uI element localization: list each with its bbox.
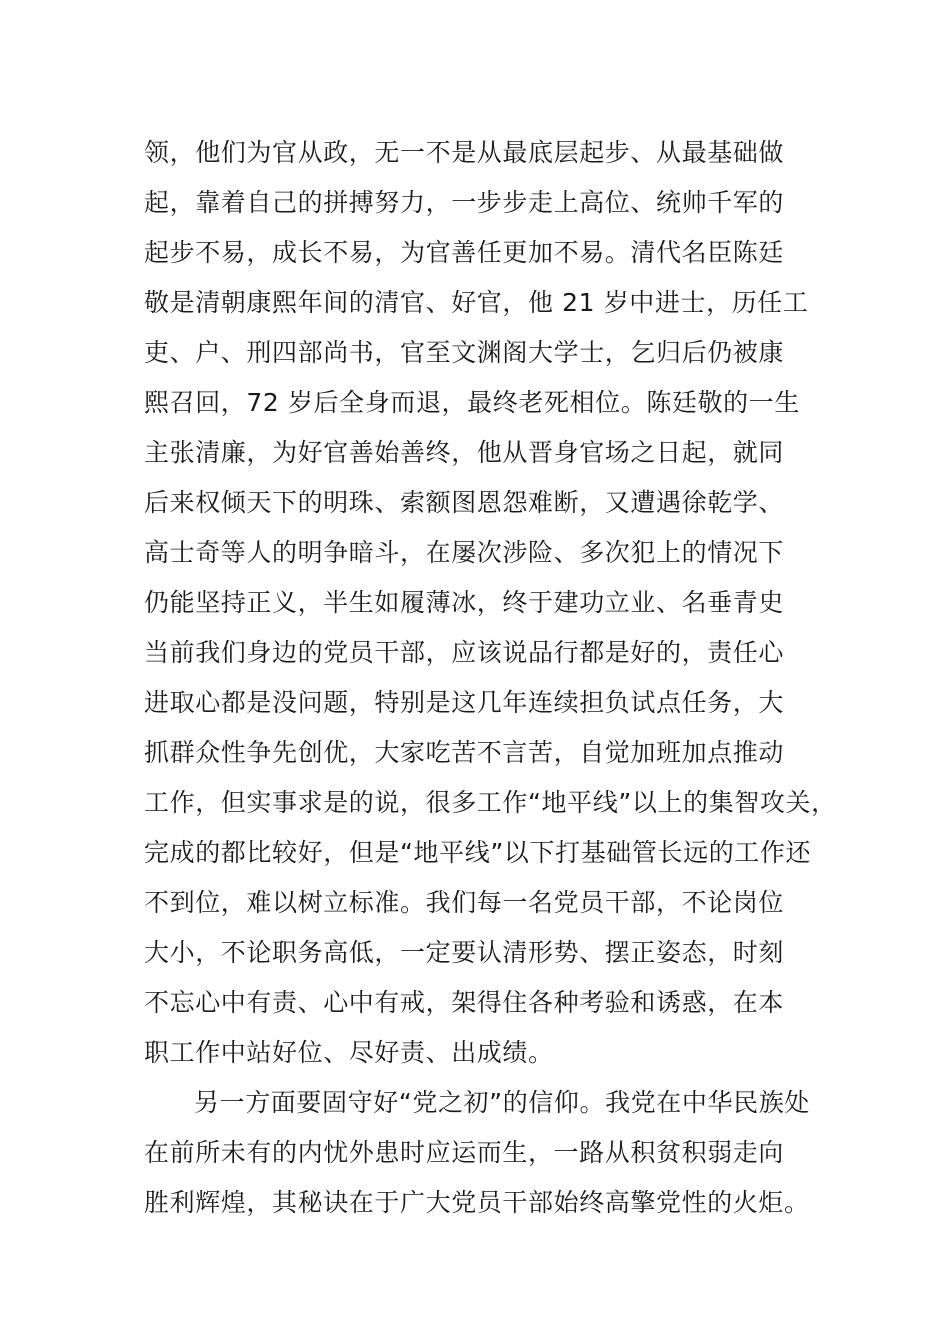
text-line: 高士奇等人的明争暗斗，在屡次涉险、多次犯上的情况下 (144, 538, 785, 567)
text-line: 当前我们身边的党员干部，应该说品行都是好的，责任心 (144, 638, 785, 667)
paragraph-start-line: 另一方面要固守好“党之初”的信仰。我党在中华民族处 (194, 1088, 810, 1117)
text-line: 胜利辉煌，其秘诀在于广大党员干部始终高擎党性的火炬。 (144, 1188, 810, 1217)
text-line: 仍能坚持正义，半生如履薄冰，终于建功立业、名垂青史 (144, 588, 785, 617)
text-line: 进取心都是没问题，特别是这几年连续担负试点任务，大 (144, 688, 785, 717)
text-line: 在前所未有的内忧外患时应运而生，一路从积贫积弱走向 (144, 1138, 785, 1167)
text-line: 不忘心中有责、心中有戒，架得住各种考验和诱惑，在本 (144, 988, 785, 1017)
text-line: 大小，不论职务高低，一定要认清形势、摆正姿态，时刻 (144, 938, 785, 967)
text-line: 后来权倾天下的明珠、索额图恩怨难断，又遭遇徐乾学、 (144, 488, 785, 517)
text-line: 不到位，难以树立标准。我们每一名党员干部，不论岗位 (144, 888, 785, 917)
text-line: 吏、户、刑四部尚书，官至文渊阁大学士，乞归后仍被康 (144, 338, 785, 367)
text-line: 起步不易，成长不易，为官善任更加不易。清代名臣陈廷 (144, 238, 785, 267)
body-text (144, 128, 844, 1228)
text-line: 熙召回，72 岁后全身而退，最终老死相位。陈廷敬的一生 (144, 388, 800, 417)
text-line: 主张清廉，为好官善始善终，他从晋身官场之日起，就同 (144, 438, 785, 467)
text-line: 敬是清朝康熙年间的清官、好官，他 21 岁中进士，历任工 (144, 288, 809, 317)
text-line: 工作，但实事求是的说，很多工作“地平线”以上的集智攻关， (144, 788, 837, 817)
text-line: 起，靠着自己的拼搏努力，一步步走上高位、统帅千军的 (144, 188, 785, 217)
text-line: 抓群众性争先创优，大家吃苦不言苦，自觉加班加点推动 (144, 738, 785, 767)
text-line: 职工作中站好位、尽好责、出成绩。 (144, 1038, 554, 1067)
text-line: 领，他们为官从政，无一不是从最底层起步、从最基础做 (144, 138, 785, 167)
text-line: 完成的都比较好，但是“地平线”以下打基础管长远的工作还 (144, 838, 812, 867)
